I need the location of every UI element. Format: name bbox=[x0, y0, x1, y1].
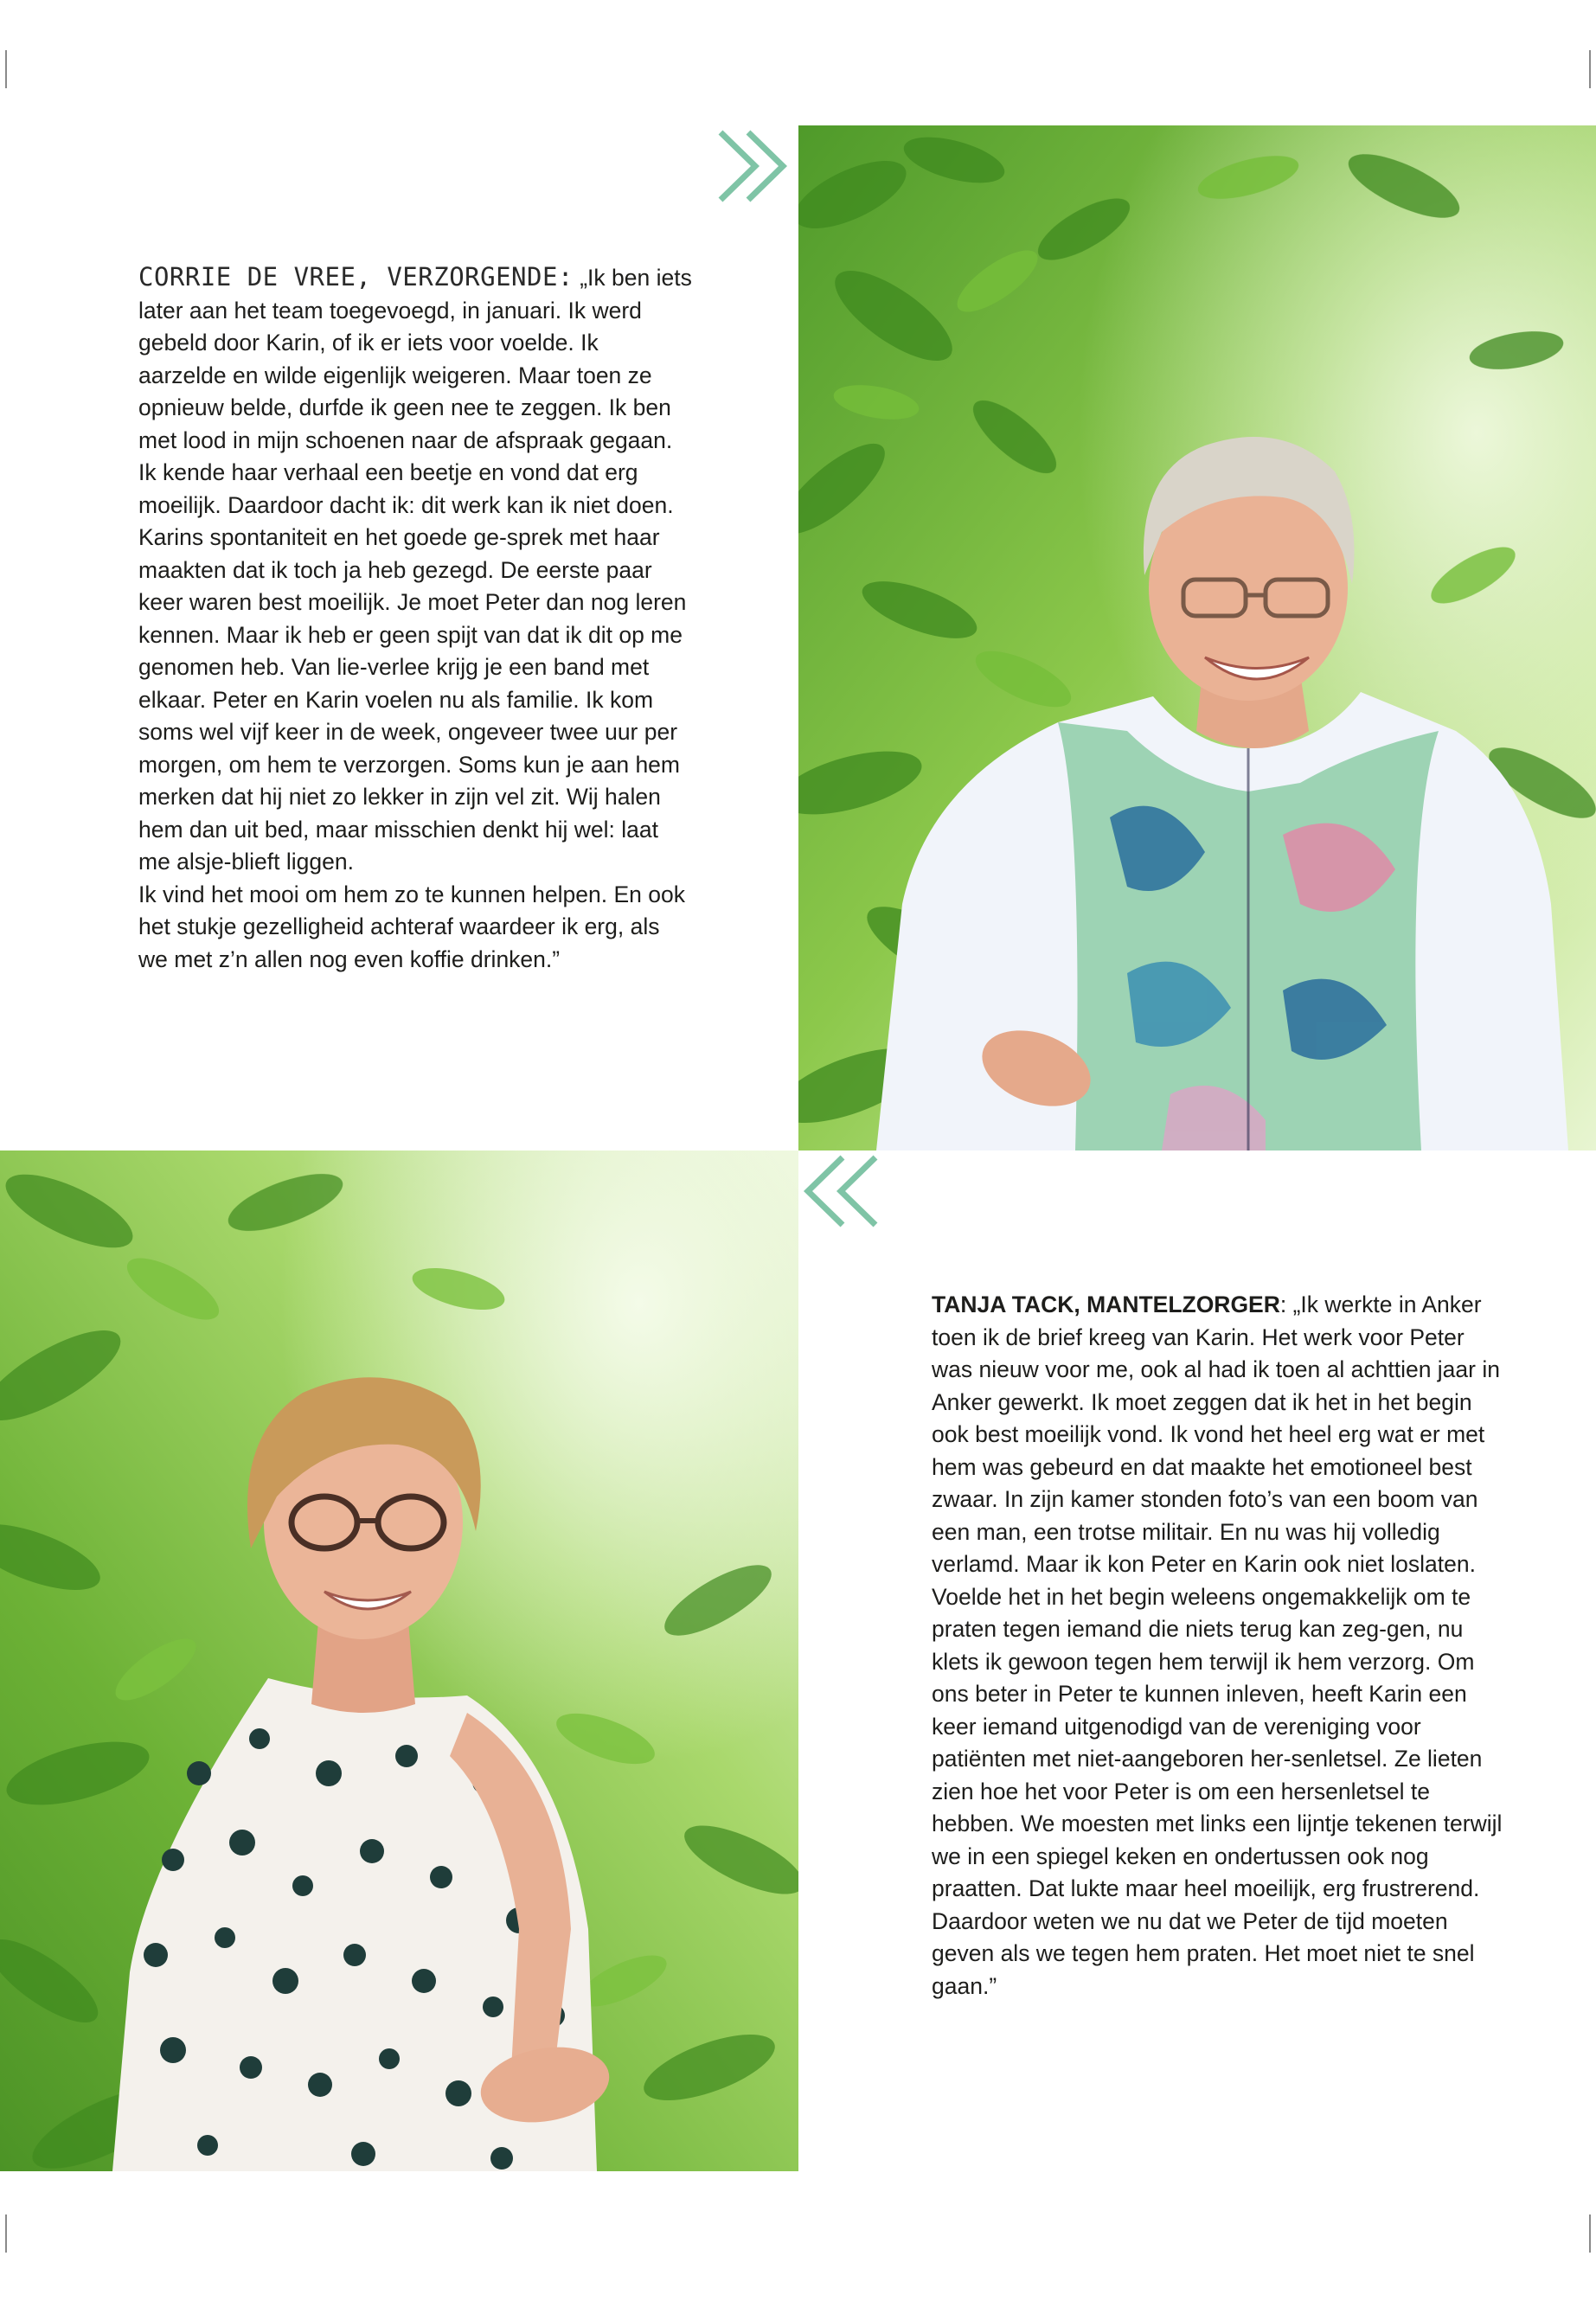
photo-tanja-tack bbox=[0, 1150, 798, 2171]
tanja-paragraph-1 bbox=[932, 1289, 1503, 1581]
corrie-paragraph-1 bbox=[138, 261, 692, 879]
corrie-quote bbox=[138, 261, 692, 976]
corrie-name-label: CORRIE DE VREE, VERZORGENDE: bbox=[138, 262, 574, 292]
tanja-paragraph-2: Voelde het in het begin weleens ongemakkelijk om te praten tegen iemand die niets terug kan zeg-gen, nu klets ik gewoon tegen hem terwijl ik hem verzorg. Om ons beter in Peter te kunnen inleven, heeft Karin een keer iemand uitgenodigd van de vereniging voor patiënten met niet-aangeboren her-senletsel. Ze lieten zien hoe het voor Peter is om een hersenletsel te hebben. We moesten met links een lijntje tekenen terwijl we in een spiegel keken en ondertussen ook nog praatten. Dat lukte maar heel moeilijk, erg frustrerend. Daardoor weten we nu dat we Peter de tijd moeten geven als we tegen hem praten. Het moet niet te snel gaan.” bbox=[932, 1583, 1503, 1999]
tanja-quote bbox=[932, 1289, 1503, 2003]
crop-mark-top-left bbox=[5, 50, 7, 88]
crop-mark-top-right bbox=[1589, 50, 1591, 88]
corrie-intro-text: „Ik ben iets later aan het team toegevoegd, in januari. Ik werd gebeld door Karin, of ik er iets voor voelde. Ik aarzelde en wilde eigenlijk weigeren. Maar toen ze opnieuw belde, durfde ik geen nee te zeggen. Ik ben met lood in mijn schoenen naar de afspraak gegaan. Ik kende haar verhaal een beetje en vond dat erg moeilijk. Daardoor dacht ik: dit werk kan ik niet doen. Karins spontaniteit en het goede ge-sprek met haar maakten dat ik toch ja heb gezegd. De eerste paar keer waren best moeilijk. Je moet Peter dan nog leren kennen. Maar ik heb er geen spijt van dat ik dit op me genomen heb. Van lie-verlee krijg je een band met elkaar. Peter en Karin voelen nu als familie. Ik kom soms wel vijf keer in de week, ongeveer twee uur per morgen, om hem te verzorgen. Soms kun je aan hem merken dat hij niet zo lekker in zijn vel zit. Wij halen hem dan uit bed, maar misschien denkt hij wel: laat me alsje-blieft liggen. bbox=[138, 265, 692, 875]
crop-mark-bottom-left bbox=[5, 2214, 7, 2253]
crop-mark-bottom-right bbox=[1589, 2214, 1591, 2253]
double-chevron-left-icon bbox=[798, 1150, 884, 1233]
photo-corrie-de-vree bbox=[798, 125, 1596, 1150]
corrie-paragraph-2: Ik vind het mooi om hem zo te kunnen helpen. En ook het stukje gezelligheid achteraf waardeer ik erg, als we met z’n allen nog even koffie drinken.” bbox=[138, 881, 685, 972]
tanja-name-label: TANJA TACK, MANTELZORGER bbox=[932, 1292, 1280, 1317]
tanja-intro-text: : „Ik werkte in Anker toen ik de brief kreeg van Karin. Het werk voor Peter was nieuw voor me, ook al had ik toen al achttien jaar in Anker gewerkt. Ik moet zeggen dat ik het in het begin ook best moeilijk vond. Ik vond het heel erg wat er met hem was gebeurd en dat maakte het emotioneel best zwaar. In zijn kamer stonden foto’s van een boom van een man, een trotse militair. En nu was hij volledig verlamd. Maar ik kon Peter en Karin ook niet loslaten. bbox=[932, 1292, 1500, 1577]
double-chevron-right-icon bbox=[714, 125, 800, 208]
